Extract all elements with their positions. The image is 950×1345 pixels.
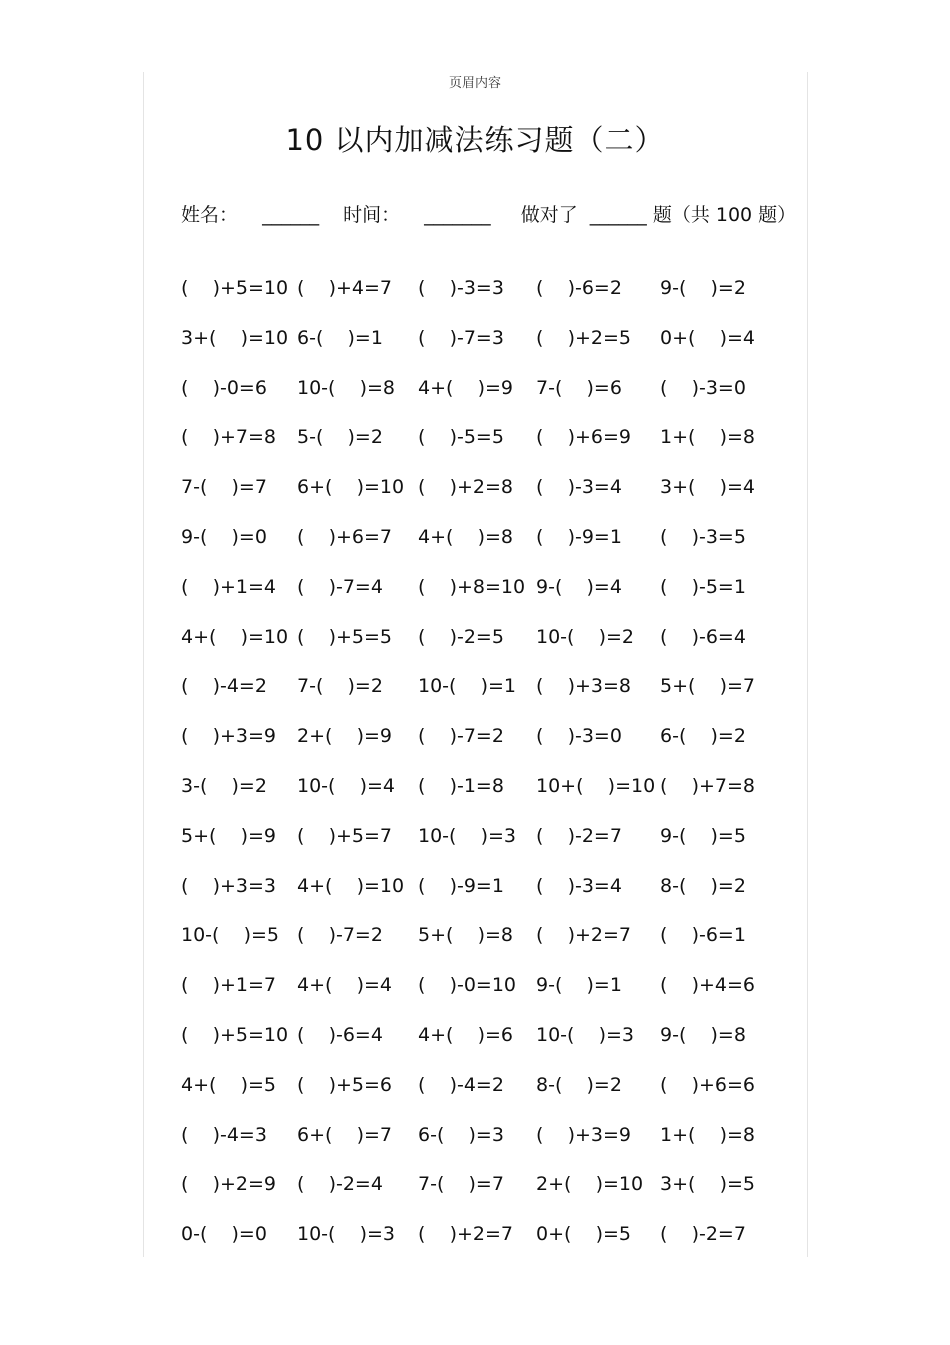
problem: 10-( )=3 — [418, 824, 517, 847]
problem: ( )-2=7 — [536, 824, 622, 847]
problem: 0+( )=4 — [660, 326, 755, 349]
problem-row — [181, 1022, 781, 1072]
problem: 10-( )=4 — [297, 774, 396, 797]
problem: ( )+7=8 — [181, 426, 276, 449]
problem: 10-( )=1 — [418, 675, 517, 698]
problem: ( )-6=4 — [660, 625, 746, 648]
problem: 4+( )=4 — [297, 974, 392, 997]
problem: ( )-3=0 — [660, 376, 746, 399]
problem: 1+( )=8 — [660, 1123, 755, 1146]
problem: 3+( )=5 — [660, 1173, 755, 1196]
problem: ( )+3=3 — [181, 874, 276, 897]
problem-row — [181, 873, 781, 923]
problem: ( )+6=6 — [660, 1073, 755, 1096]
problem: ( )+6=9 — [536, 426, 631, 449]
problem-row — [181, 673, 781, 723]
problem-row — [181, 1221, 781, 1271]
problem: ( )+4=7 — [297, 277, 392, 299]
time-label: 时间： — [343, 204, 401, 226]
problem: 10-( )=5 — [181, 924, 280, 947]
problem: 7-( )=2 — [297, 675, 383, 698]
problem: ( )-4=2 — [181, 675, 267, 698]
problem: ( )+1=4 — [181, 575, 276, 598]
problem: ( )-3=5 — [660, 525, 746, 548]
problem: 6+( )=10 — [297, 476, 405, 499]
problem-row — [181, 325, 781, 375]
problem: ( )-2=4 — [297, 1173, 383, 1196]
problem: ( )+3=9 — [181, 725, 276, 748]
problem-row — [181, 524, 781, 574]
name-blank: ______ — [262, 204, 320, 226]
problem: 2+( )=9 — [297, 725, 392, 748]
problem: 3-( )=2 — [181, 774, 267, 797]
problem: 0-( )=0 — [181, 1223, 267, 1246]
problem-row — [181, 723, 781, 773]
correct-blank: ______ — [589, 204, 647, 226]
problem: ( )+5=5 — [297, 625, 392, 648]
problem: 5-( )=2 — [297, 426, 383, 449]
problem: ( )-9=1 — [536, 525, 622, 548]
problem-row — [181, 773, 781, 823]
problem: 9-( )=8 — [660, 1023, 746, 1046]
total-count-text: 题（共 100 题） — [652, 204, 797, 226]
problem: ( )-6=1 — [660, 924, 746, 947]
problem: ( )-3=4 — [536, 476, 622, 499]
problem: ( )-6=2 — [536, 277, 622, 299]
problem: 4+( )=5 — [181, 1073, 276, 1096]
problem: 4+( )=10 — [297, 874, 405, 897]
problem: 3+( )=4 — [660, 476, 755, 499]
problem: 6-( )=2 — [660, 725, 746, 748]
worksheet-title: 10 以内加减法练习题（二） — [285, 123, 665, 157]
problem-row — [181, 624, 781, 674]
problem: ( )-7=4 — [297, 575, 383, 598]
problem: 3+( )=10 — [181, 326, 289, 349]
problem: ( )+2=7 — [418, 1223, 513, 1246]
problem: ( )+2=7 — [536, 924, 631, 947]
problem-row — [181, 424, 781, 474]
problem: 8-( )=2 — [660, 874, 746, 897]
problem: ( )+3=9 — [536, 1123, 631, 1146]
problem: ( )+2=8 — [418, 476, 513, 499]
problem: 6-( )=3 — [418, 1123, 504, 1146]
problem: ( )+5=10 — [181, 277, 289, 299]
problem: 7-( )=6 — [536, 376, 622, 399]
problem-row — [181, 1171, 781, 1221]
problem: 0+( )=5 — [536, 1223, 631, 1246]
problem: ( )-7=2 — [297, 924, 383, 947]
problem: ( )+2=5 — [536, 326, 631, 349]
problem: ( )-0=6 — [181, 376, 267, 399]
problem: ( )-5=1 — [660, 575, 746, 598]
problem-row — [181, 823, 781, 873]
problem-row — [181, 972, 781, 1022]
problem: ( )-6=4 — [297, 1023, 383, 1046]
problem-row — [181, 474, 781, 524]
problem-row — [181, 275, 781, 325]
problem: 4+( )=9 — [418, 376, 513, 399]
problem: 9-( )=5 — [660, 824, 746, 847]
problem: 1+( )=8 — [660, 426, 755, 449]
problem: ( )-3=3 — [418, 277, 504, 299]
problem: ( )+6=7 — [297, 525, 392, 548]
problem: ( )-7=3 — [418, 326, 504, 349]
problem: ( )+3=8 — [536, 675, 631, 698]
problem-row — [181, 922, 781, 972]
problem: ( )-7=2 — [418, 725, 504, 748]
problem-row — [181, 375, 781, 425]
problem: 10-( )=3 — [297, 1223, 396, 1246]
problem-row — [181, 574, 781, 624]
problem: ( )+4=6 — [660, 974, 755, 997]
student-info-line — [181, 200, 801, 227]
problem: 10-( )=3 — [536, 1023, 635, 1046]
problem: ( )-2=7 — [660, 1223, 746, 1246]
problem: ( )-3=0 — [536, 725, 622, 748]
problem: ( )-1=8 — [418, 774, 504, 797]
problem: ( )+7=8 — [660, 774, 755, 797]
problem: 7-( )=7 — [181, 476, 267, 499]
problem: 6-( )=1 — [297, 326, 383, 349]
problem: 10+( )=10 — [536, 774, 656, 797]
problem: 7-( )=7 — [418, 1173, 504, 1196]
problem: ( )-2=5 — [418, 625, 504, 648]
problem: 4+( )=8 — [418, 525, 513, 548]
problem: ( )-3=4 — [536, 874, 622, 897]
problem-row — [181, 1122, 781, 1172]
problem: ( )+8=10 — [418, 575, 526, 598]
problem: ( )-4=3 — [181, 1123, 267, 1146]
problem: ( )-9=1 — [418, 874, 504, 897]
time-blank: _______ — [424, 204, 491, 226]
problem: 4+( )=10 — [181, 625, 289, 648]
problem-grid — [181, 275, 781, 1271]
problem-row — [181, 1072, 781, 1122]
problem: 10-( )=8 — [297, 376, 396, 399]
problem: 9-( )=4 — [536, 575, 622, 598]
problem: 8-( )=2 — [536, 1073, 622, 1096]
problem: 9-( )=0 — [181, 525, 267, 548]
problem: 4+( )=6 — [418, 1023, 513, 1046]
problem: ( )+2=9 — [181, 1173, 276, 1196]
name-label: 姓名： — [181, 204, 239, 226]
problem: ( )-5=5 — [418, 426, 504, 449]
problem: ( )+5=7 — [297, 824, 392, 847]
problem: 2+( )=10 — [536, 1173, 644, 1196]
problem: 5+( )=7 — [660, 675, 755, 698]
page-header: 页眉内容 — [448, 76, 501, 91]
problem: ( )-4=2 — [418, 1073, 504, 1096]
problem: ( )+5=10 — [181, 1023, 289, 1046]
problem: 9-( )=2 — [660, 277, 746, 299]
problem: 9-( )=1 — [536, 974, 622, 997]
correct-label: 做对了 — [520, 204, 578, 226]
problem: ( )+1=7 — [181, 974, 276, 997]
problem: 6+( )=7 — [297, 1123, 392, 1146]
problem: 5+( )=9 — [181, 824, 276, 847]
problem: ( )+5=6 — [297, 1073, 392, 1096]
problem: ( )-0=10 — [418, 974, 517, 997]
problem: 5+( )=8 — [418, 924, 513, 947]
problem: 10-( )=2 — [536, 625, 635, 648]
